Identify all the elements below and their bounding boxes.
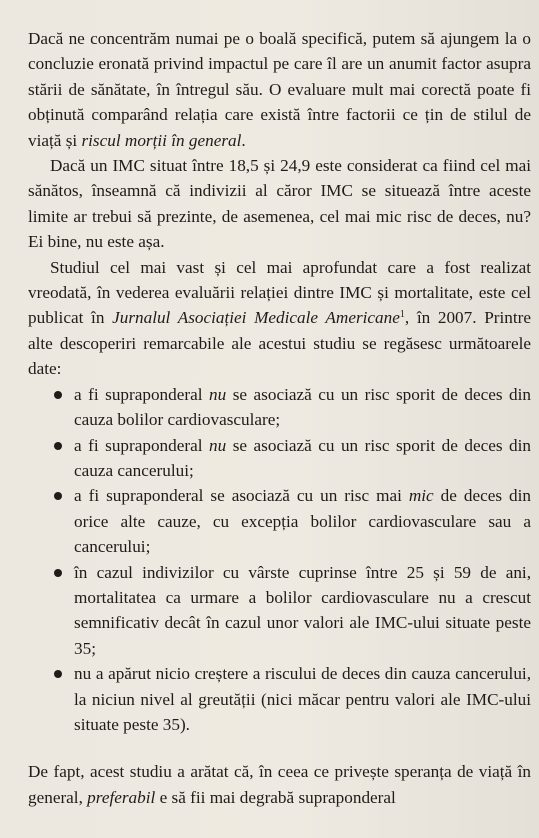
bullet-icon — [54, 442, 62, 450]
list-item-text: a fi supraponderal — [74, 435, 210, 455]
journal-title: Jurnalul Asociației Medicale Americane — [112, 308, 400, 328]
list-item-text: nu a apărut nicio creștere a riscului de deces din cauza cancerului, la niciun nivel al greutății (nici măcar pentru valori ale IMC-ului situate peste 35). — [74, 664, 531, 734]
list-item — [28, 661, 531, 737]
paragraph-4-end: e să fii mai degrabă supraponderal — [155, 787, 396, 807]
bullet-icon — [54, 391, 62, 399]
list-item-text: în cazul indivizilor cu vârste cuprinse între 25 și 59 de ani, mortalitatea ca urmare a bolilor cardiovasculare nu a crescut semnificativ decât în cazul unor valori ale IMC-ului situate peste 35; — [74, 562, 531, 658]
paragraph-2 — [28, 153, 531, 255]
paragraph-1 — [28, 26, 531, 153]
list-item — [28, 382, 531, 433]
paragraph-3 — [28, 255, 531, 382]
list-item-text: a fi supraponderal — [74, 384, 210, 404]
footnote-marker: 1 — [399, 309, 405, 321]
list-item-text: a fi supraponderal se asociază cu un risc mai — [74, 486, 409, 506]
findings-list — [28, 382, 531, 738]
paragraph-1-text: Dacă ne concentrăm numai pe o boală specifică, putem să ajungem la o concluzie eronată privind impactul pe care îl are un anumit factor asupra stării de sănătate, în întregul său. O evaluare mult mai corectă poate fi obținută comparând relația care există între factorii ce țin de stilul de viață și — [28, 29, 531, 150]
paragraph-gap — [28, 737, 531, 759]
paragraph-2-text: Dacă un IMC situat între 18,5 și 24,9 este considerat ca fiind cel mai sănătos, înseamnă că indivizii al căror IMC se situează între aceste limite ar trebui să prezinte, de asemenea, cel mai mic risc de deces, nu? Ei bine, nu este așa. — [28, 156, 531, 252]
paragraph-1-end: . — [241, 130, 246, 150]
paragraph-1-emphasis: riscul morții în general — [81, 130, 242, 150]
paragraph-3-end: , în 2007. Printre alte descoperiri remarcabile ale acestui studiu se regăsesc următoarele date: — [28, 308, 531, 379]
list-item-text-end: de deces din orice alte cauze, cu excepția bolilor cardiovasculare sau a cancerului; — [74, 486, 531, 557]
bullet-icon — [54, 492, 62, 500]
list-item-emphasis: mic — [408, 486, 434, 506]
paragraph-4-text: De fapt, acest studiu a arătat că, în ceea ce privește speranța de viață în general, — [28, 762, 531, 807]
list-item-emphasis: nu — [209, 435, 227, 455]
page-text — [28, 26, 531, 810]
list-item — [28, 433, 531, 484]
list-item-text-end: se asociază cu un risc sporit de deces din cauza cancerului; — [74, 435, 531, 480]
list-item-text-end: se asociază cu un risc sporit de deces din cauza bolilor cardiovasculare; — [74, 384, 531, 430]
bullet-icon — [54, 670, 62, 678]
list-item-emphasis: nu — [209, 384, 227, 404]
paragraph-3-text: Studiul cel mai vast și cel mai aprofundat care a fost realizat vreodată, în vederea evaluării relației dintre IMC și mortalitate, este cel publicat în — [28, 257, 531, 328]
paragraph-4 — [28, 759, 531, 810]
list-item — [28, 483, 531, 559]
list-item — [28, 560, 531, 662]
bullet-icon — [54, 569, 62, 577]
paragraph-4-emphasis: preferabil — [87, 787, 156, 807]
